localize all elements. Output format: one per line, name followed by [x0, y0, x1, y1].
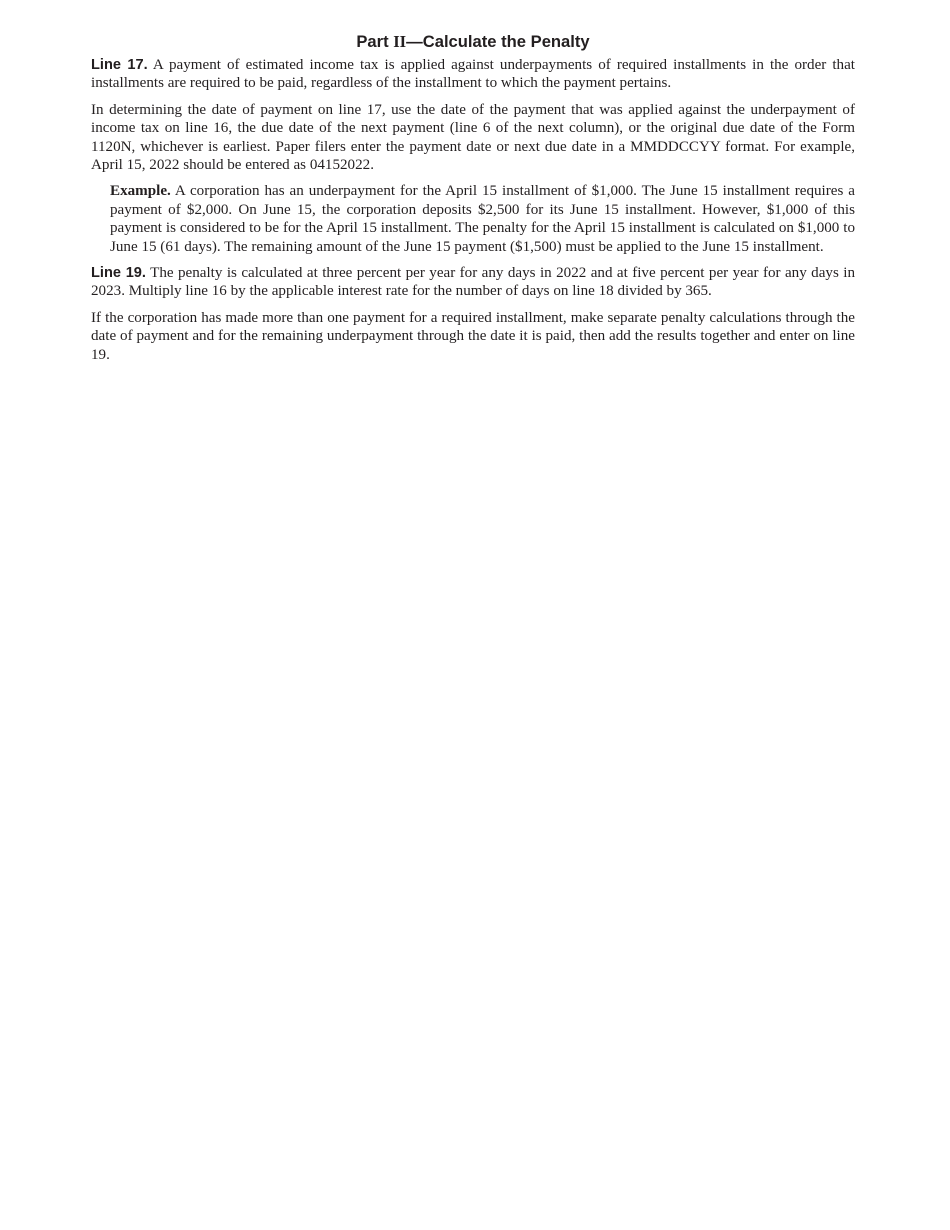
part-heading-title: —Calculate the Penalty [406, 32, 590, 51]
line-19-text: The penalty is calculated at three percent per year for any days in 2022 and at five percent per year for any days in 2023. Multiply line 16 by the applicable interest rate for the number of days on line 18 divided by 365. [91, 265, 855, 300]
example-lead: Example. [110, 183, 171, 200]
document-page [91, 32, 855, 372]
line-17-lead: Line 17. [91, 57, 148, 73]
part-heading [91, 32, 855, 52]
line-17-text: A payment of estimated income tax is applied against underpayments of required installments in the order that installments are required to be paid, regardless of the installment to which the payment pertains. [91, 57, 855, 92]
line-19-lead: Line 19. [91, 265, 146, 282]
example-text: A corporation has an underpayment for the April 15 installment of $1,000. The June 15 installment requires a payment of $2,000. On June 15, the corporation deposits $2,500 for its June 15 installment. However, $1,000 of this payment is considered to be for the April 15 installment. The penalty for the April 15 installment is calculated on $1,000 to June 15 (61 days). The remaining amount of the June 15 payment ($1,500) must be applied to the June 15 installment. [110, 183, 855, 255]
line-17-paragraph [91, 56, 855, 93]
part-heading-roman: II [393, 32, 407, 51]
example-paragraph [110, 182, 855, 256]
multiple-payments-paragraph: If the corporation has made more than one payment for a required installment, make separate penalty calculations through the date of payment and for the remaining underpayment through the date it is paid, then add the results together and enter on line 19. [91, 309, 855, 363]
part-heading-prefix: Part [356, 32, 394, 51]
line-19-paragraph [91, 264, 855, 301]
date-of-payment-paragraph: In determining the date of payment on line 17, use the date of the payment that was applied against the underpayment of income tax on line 16, the due date of the next payment (line 6 of the next column), or the original due date of the Form 1120N, whichever is earliest. Paper filers enter the payment date or next due date in a MMDDCCYY format. For example, April 15, 2022 should be entered as 04152022. [91, 101, 855, 174]
